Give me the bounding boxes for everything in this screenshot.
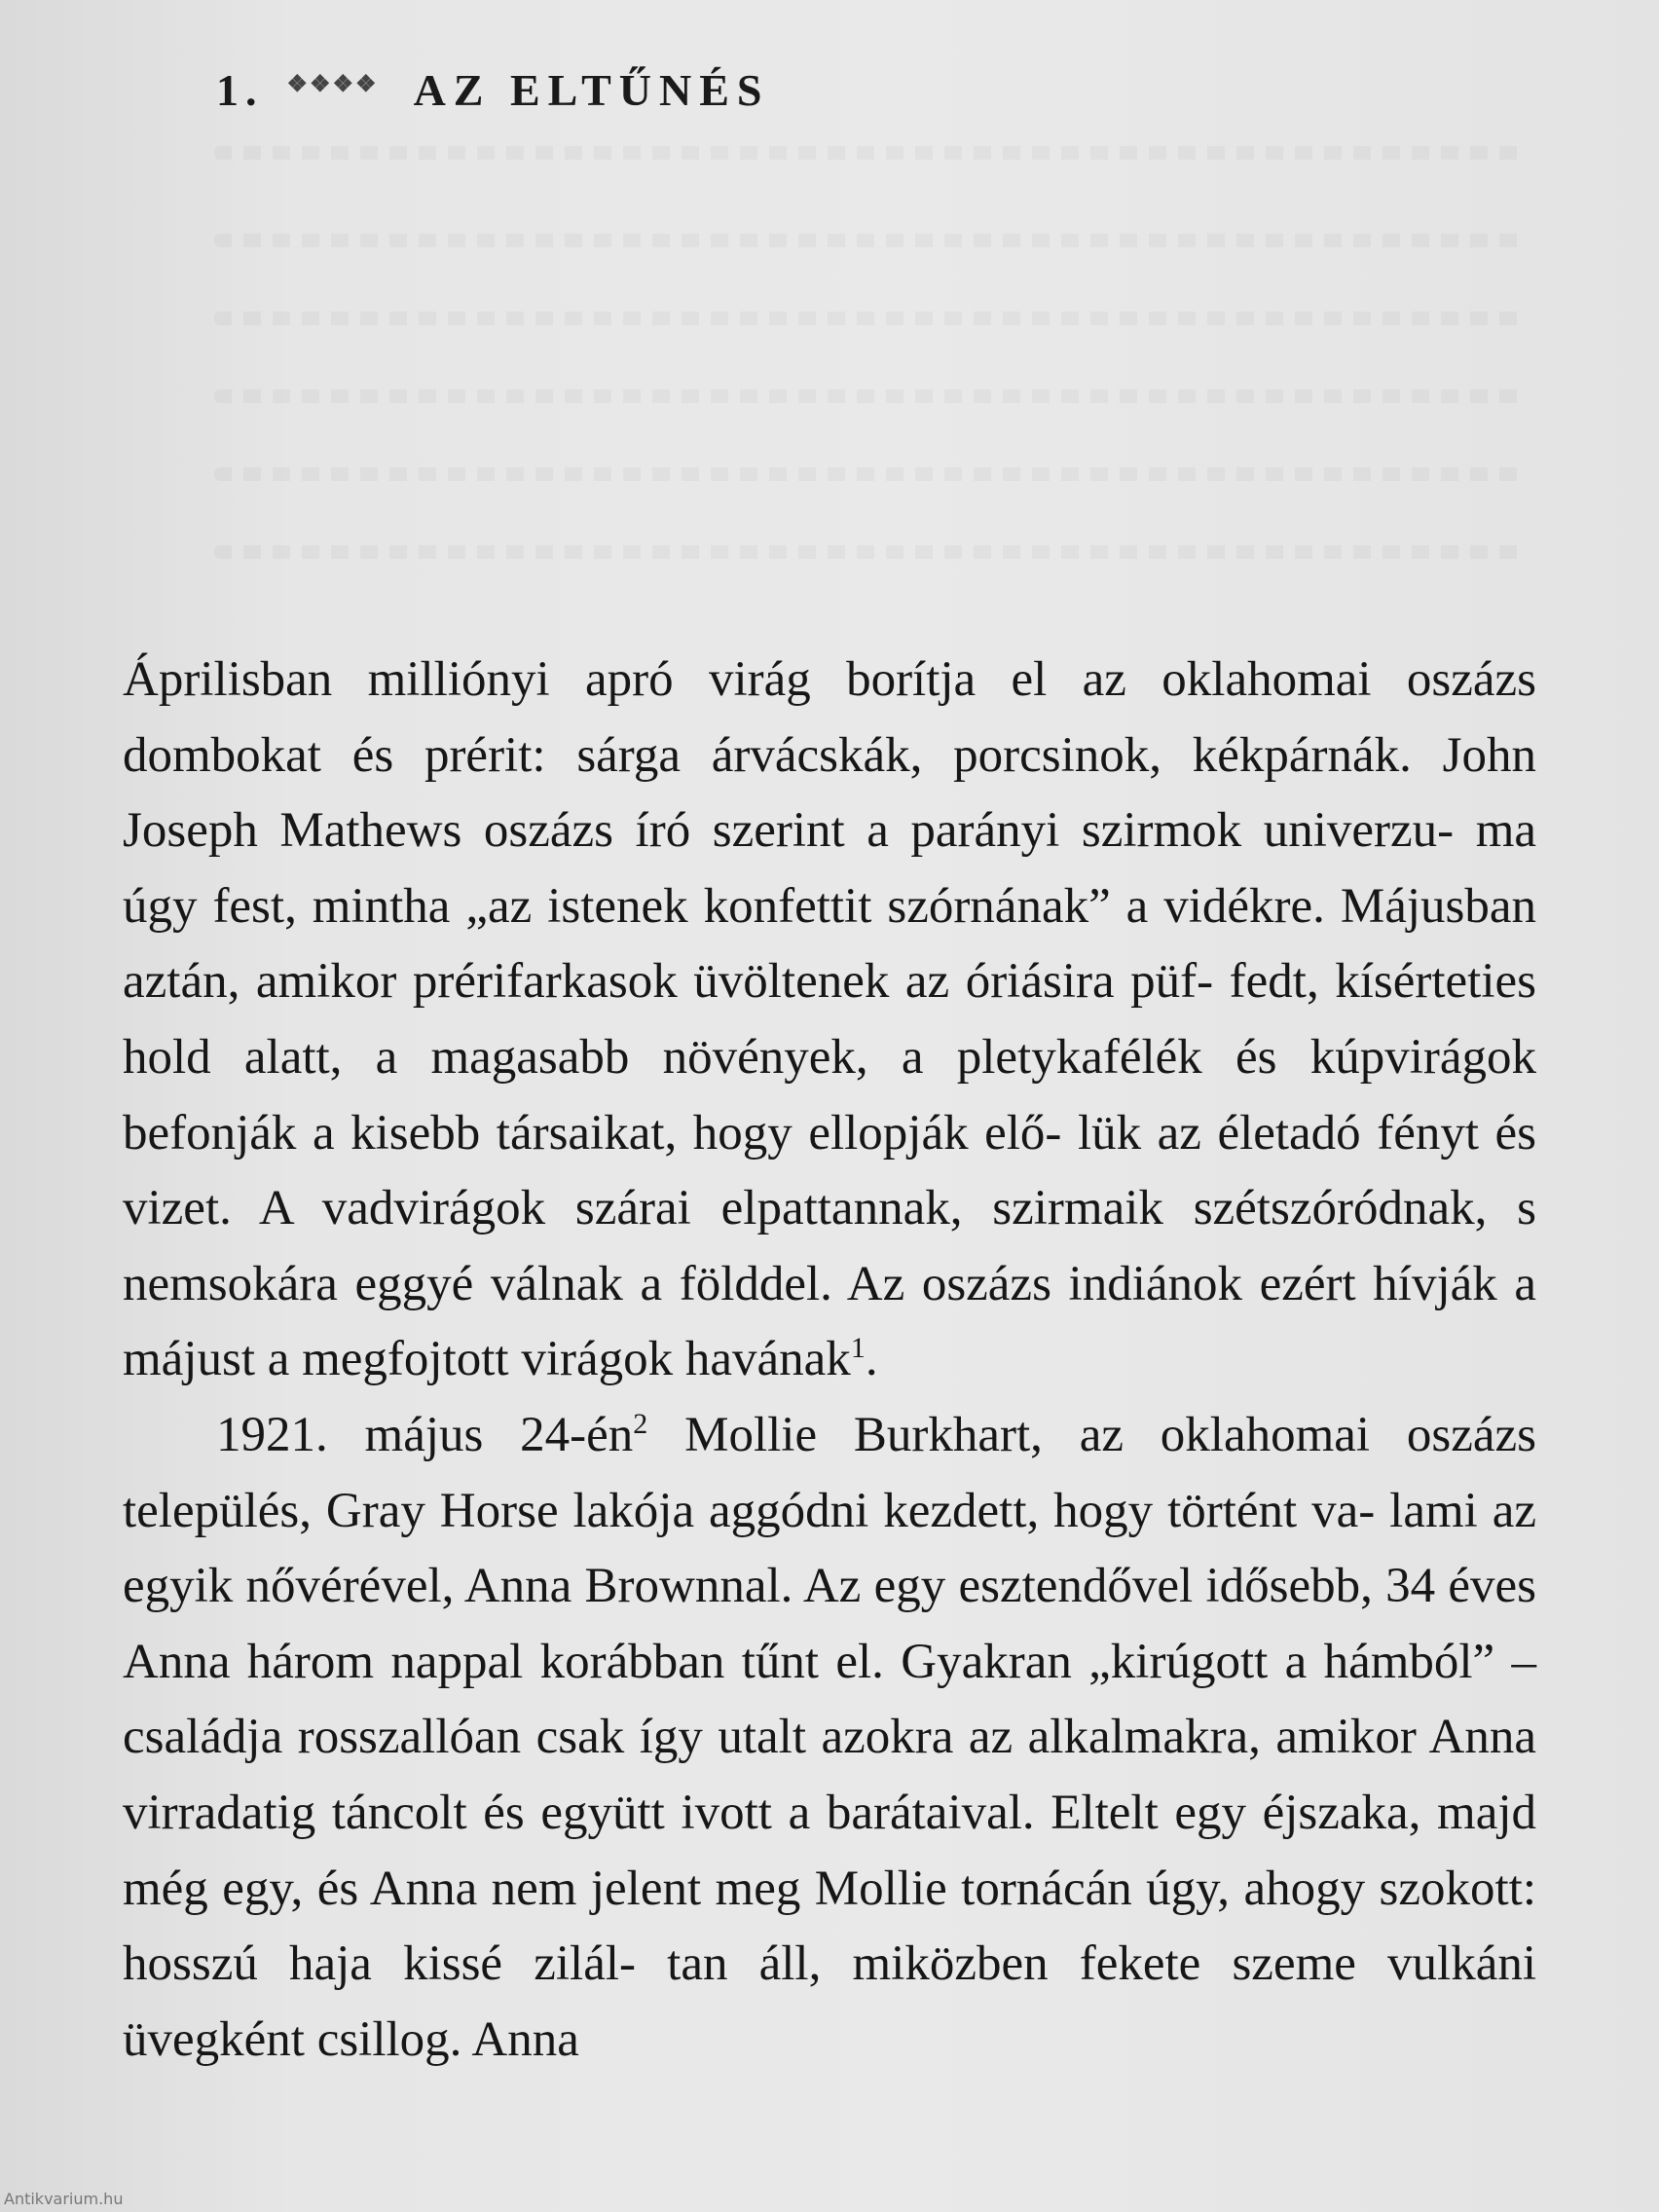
show-through-line: [214, 467, 1529, 481]
text-line: dombokat és prérit: sárga árvácskák, porcsinok, kékpárnák. John: [123, 727, 1536, 783]
paragraph-1: [123, 643, 1536, 1398]
text-line: Mollie Burkhart, az oklahomai oszázs: [647, 1407, 1536, 1462]
chapter-number: 1.: [216, 64, 264, 115]
show-through-line: [214, 234, 1529, 247]
watermark: Antikvarium.hu: [4, 2190, 124, 2208]
paragraph-2: [123, 1398, 1536, 2078]
text-line: idősebb, 34 éves Anna három nappal korábban tűnt el. Gyakran: [123, 1559, 1536, 1689]
text-line: lük az életadó fényt és vizet. A vadvirágok szárai elpattannak,: [123, 1105, 1537, 1236]
text-line: lami az egyik nővérével, Anna Brownnal. Az egy esztendővel: [123, 1483, 1537, 1614]
text-line: Áprilisban milliónyi apró virág borítja el az oklahomai oszázs: [123, 652, 1536, 707]
text-line: Az oszázs indiánok ezért hívják a májust a megfojtott virágok: [123, 1256, 1537, 1387]
body-text: [123, 643, 1536, 2078]
show-through-line: [214, 312, 1529, 325]
footnote-ref-2[interactable]: 2: [633, 1407, 648, 1440]
text-line: és kúpvirágok befonják a kisebb társaikat, hogy ellopják elő-: [123, 1029, 1536, 1161]
text-line: 1921. május 24-én: [216, 1407, 634, 1462]
show-through-line: [214, 146, 1529, 160]
text-line: fedt, kísérteties hold alatt, a magasabb növények, a pletykafélék: [123, 954, 1537, 1085]
text-line: tan áll, miközben fekete szeme vulkáni üvegként csillog. Anna: [123, 1936, 1537, 2067]
text-line: ma úgy fest, mintha „az istenek konfettit szórnának” a vidékre.: [123, 803, 1536, 934]
text-line: Májusban aztán, amikor prérifarkasok üvöltenek az óriásira püf-: [123, 878, 1537, 1010]
text-line-end: .: [865, 1332, 878, 1387]
show-through-line: [214, 545, 1529, 559]
ornament-icon: ❖❖❖❖: [286, 71, 379, 97]
show-through-line: [214, 389, 1529, 403]
text-line: meg Mollie tornácán úgy, ahogy szokott: hosszú haja kissé zilál-: [123, 1861, 1536, 1992]
text-line: az alkalmakra, amikor Anna virradatig táncolt és együtt ivott: [123, 1710, 1537, 1840]
text-line: havának: [684, 1332, 851, 1387]
text-line: település, Gray Horse lakója aggódni kezdett, hogy történt va-: [123, 1483, 1376, 1538]
chapter-title: AZ ELTŰNÉS: [413, 64, 770, 115]
text-line: a barátaival. Eltelt egy éjszaka, majd még egy, és Anna nem jelent: [123, 1785, 1537, 1916]
footnote-ref-1[interactable]: 1: [850, 1332, 866, 1365]
chapter-heading: [216, 51, 770, 129]
text-line: Joseph Mathews oszázs író szerint a parányi szirmok univerzu-: [123, 803, 1455, 859]
text-line: „kirúgott a hámból” – családja rosszallóan csak így utalt azokra: [123, 1634, 1536, 1765]
text-line: szirmaik szétszóródnak, s nemsokára eggyé válnak a földdel.: [123, 1181, 1536, 1311]
